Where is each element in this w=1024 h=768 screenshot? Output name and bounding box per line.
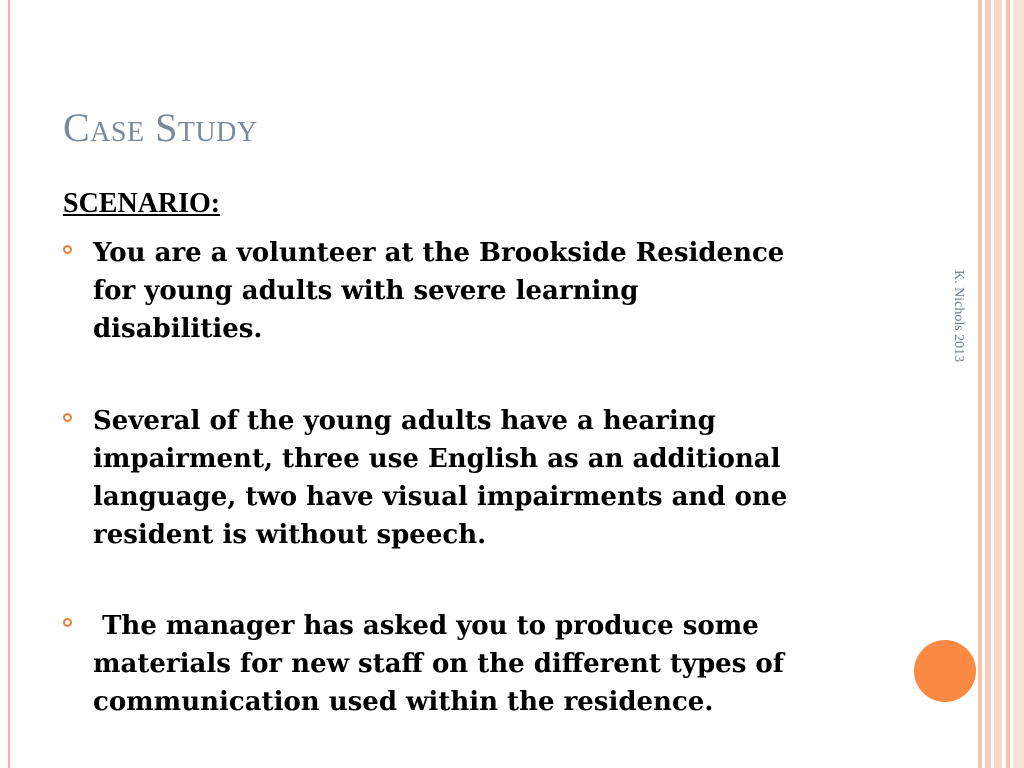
bullet-circle-icon xyxy=(63,618,72,627)
bullet-text: Several of the young adults have a hearing impairment, three use English as an additional language, two have visual impairments and one resident is without speech. xyxy=(93,406,788,550)
left-border-line xyxy=(8,0,10,768)
right-border-stripe xyxy=(994,0,1002,768)
scenario-heading: SCENARIO: xyxy=(63,188,221,219)
bullet-item xyxy=(63,607,883,721)
bullet-item xyxy=(63,402,883,554)
bullet-item xyxy=(63,234,883,348)
bullet-circle-icon xyxy=(63,413,72,422)
right-border-stripe xyxy=(978,0,982,768)
bullet-circle-icon xyxy=(63,245,72,254)
right-border-stripe xyxy=(1013,0,1024,768)
slide-title: Case Study xyxy=(63,105,258,150)
right-border-stripe xyxy=(1006,0,1010,768)
footer-author: K. Nichols 2013 xyxy=(951,270,966,363)
right-border-stripe xyxy=(985,0,991,768)
decorative-orange-circle-icon xyxy=(914,640,976,702)
bullet-text: The manager has asked you to produce some materials for new staff on the different types of communication used within the residence. xyxy=(93,611,784,717)
bullet-text: You are a volunteer at the Brookside Residence for young adults with severe learning disabilities. xyxy=(93,238,785,344)
